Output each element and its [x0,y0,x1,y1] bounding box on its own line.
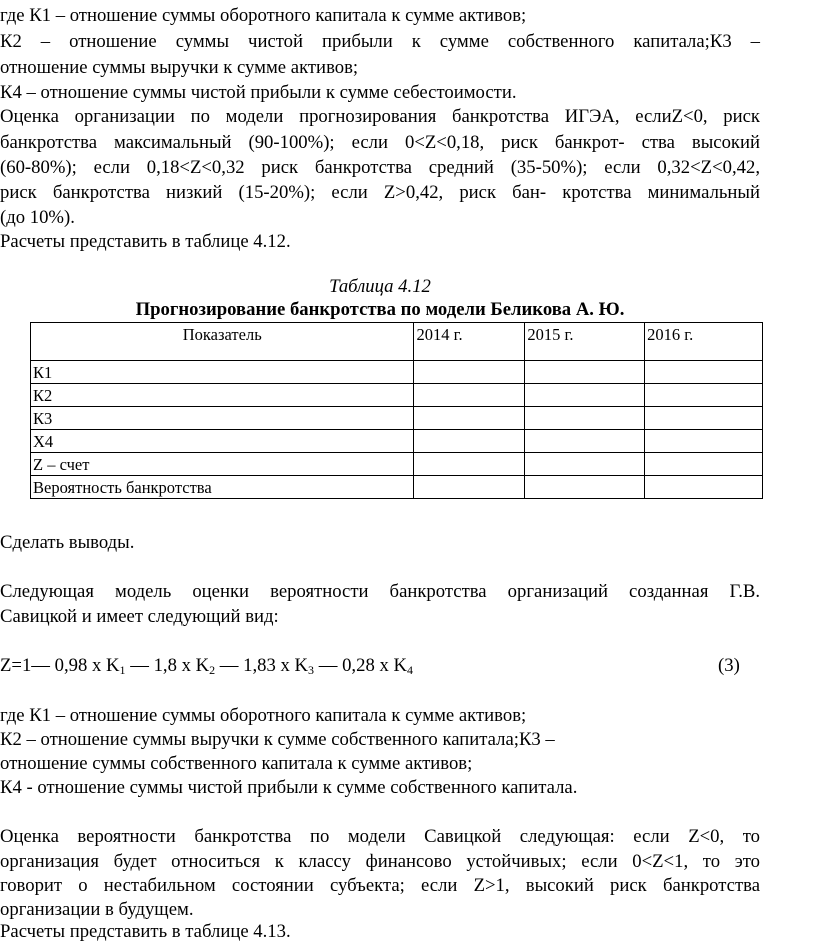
row-label: К2 [31,384,414,407]
formula-subscript: 2 [209,663,216,677]
table-row [31,476,763,499]
row-label: К3 [31,407,414,430]
igea-line-2: банкротства максимальный (90-100%); если 0<Z<0,18, риск банкрот- ства высокий [0,132,760,153]
table-row [31,384,763,407]
cell [525,453,645,476]
formula-subscript: 4 [406,663,413,677]
cell [645,430,763,453]
row-label: К1 [31,361,414,384]
formula-part: — 1,8 х K [125,655,210,676]
cell [414,476,525,499]
defs-line-4: К4 - отношение суммы чистой прибыли к сумме собственного капитала. [0,777,578,798]
row-label: Вероятность банкротства [31,476,414,499]
intro-line-3: отношение суммы выручки к сумме активов; [0,57,359,78]
bankruptcy-table [30,322,763,499]
savitskaya-line-2: Савицкой и имеет следующий вид: [0,606,279,627]
header-2014: 2014 г. [414,323,525,361]
cell [414,453,525,476]
cell [645,361,763,384]
assessment-line-5: Расчеты представить в таблице 4.13. [0,921,291,942]
cell [645,476,763,499]
igea-line-1: Оценка организации по модели прогнозирования банкротства ИГЭА, еслиZ<0, риск [0,106,760,127]
intro-line-1: где К1 – отношение суммы оборотного капитала к сумме активов; [0,5,527,26]
formula-part: — 1,83 х K [215,655,309,676]
formula-subscript: 3 [308,663,315,677]
table-row [31,407,763,430]
savitskaya-line-1: Следующая модель оценки вероятности банкротства организаций созданная Г.В. [0,581,760,602]
header-indicator: Показатель [31,323,414,361]
assessment-line-1: Оценка вероятности банкротства по модели Савицкой следующая: если Z<0, то [0,826,760,847]
igea-line-5: (до 10%). [0,207,75,228]
defs-line-1: где К1 – отношение суммы оборотного капитала к сумме активов; [0,705,527,726]
defs-line-2: К2 – отношение суммы выручки к сумме собственного капитала;К3 – [0,729,555,750]
defs-line-3: отношение суммы собственного капитала к сумме активов; [0,753,473,774]
table-row [31,453,763,476]
cell [525,361,645,384]
header-2015: 2015 г. [525,323,645,361]
cell [414,384,525,407]
conclusion-text: Сделать выводы. [0,532,135,553]
intro-line-4: К4 – отношение суммы чистой прибыли к сумме себестоимости. [0,82,517,103]
assessment-line-4: организации в будущем. [0,899,194,920]
igea-line-4: риск банкротства низкий (15-20%); если Z>0,42, риск бан- кротства минимальный [0,182,760,203]
table-row [31,361,763,384]
formula-part: — 0,28 х K [314,655,407,676]
header-2016: 2016 г. [645,323,763,361]
formula-part: Z=1— 0,98 х K [0,655,120,676]
formula-number: (3) [718,655,740,676]
table-title: Прогнозирование банкротства по модели Беликова А. Ю. [135,299,625,320]
cell [525,384,645,407]
table-row [31,430,763,453]
cell [525,407,645,430]
row-label: Z – счет [31,453,414,476]
igea-line-6: Расчеты представить в таблице 4.12. [0,231,291,252]
cell [645,384,763,407]
cell [414,407,525,430]
igea-line-3: (60-80%); если 0,18<Z<0,32 риск банкротства средний (35-50%); если 0,32<Z<0,42, [0,157,760,178]
table-caption: Таблица 4.12 [329,276,431,297]
row-label: Х4 [31,430,414,453]
cell [525,430,645,453]
cell [414,430,525,453]
assessment-line-2: организация будет относиться к классу финансово устойчивых; если 0<Z<1, то это [0,851,760,872]
cell [645,407,763,430]
intro-line-2: К2 – отношение суммы чистой прибыли к сумме собственного капитала;К3 – [0,31,760,52]
cell [414,361,525,384]
cell [525,476,645,499]
cell [645,453,763,476]
formula [0,654,760,678]
assessment-line-3: говорит о нестабильном состоянии субъекта; если Z>1, высокий риск банкротства [0,875,760,896]
table-header-row [31,323,763,361]
formula-subscript: 1 [119,663,126,677]
